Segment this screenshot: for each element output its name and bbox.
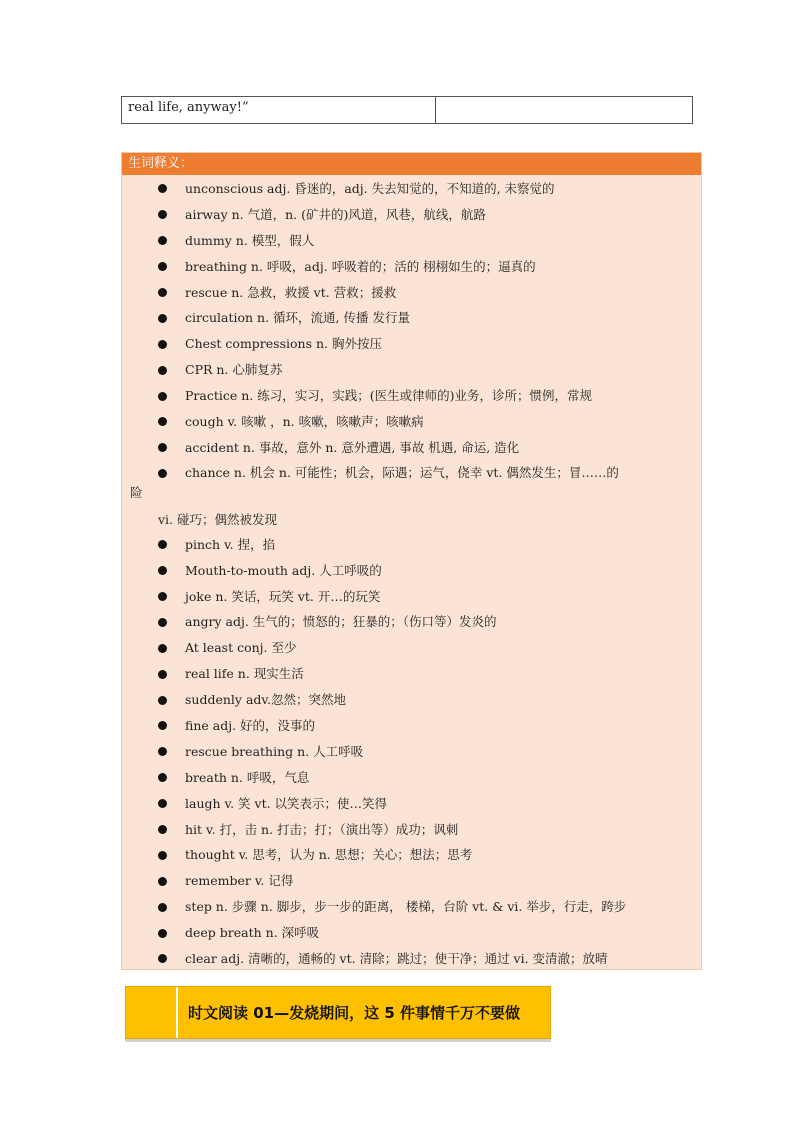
vocab-item-text: rescue breathing n. 人工呼吸 bbox=[185, 743, 364, 759]
vocab-item bbox=[122, 383, 701, 409]
banner-left-block bbox=[126, 987, 178, 1038]
top-table-right-cell bbox=[436, 97, 692, 123]
vocab-item-text: circulation n. 循环，流通, 传播 发行量 bbox=[185, 310, 410, 326]
vocab-item-text: Chest compressions n. 胸外按压 bbox=[185, 336, 382, 352]
bullet-icon bbox=[158, 851, 167, 860]
vocab-item-chance bbox=[122, 461, 701, 508]
bullet-icon bbox=[158, 210, 167, 219]
bullet-icon bbox=[158, 417, 167, 426]
bullet-icon bbox=[158, 929, 167, 938]
vocab-item-wrap-text: 险 bbox=[130, 484, 143, 500]
vocab-item-text: fine adj. 好的，没事的 bbox=[185, 718, 316, 734]
vocab-item bbox=[122, 687, 701, 713]
vocab-item-text: Mouth-to-mouth adj. 人工呼吸的 bbox=[185, 562, 382, 578]
vocab-item-text: breathing n. 呼吸，adj. 呼吸着的；活的 栩栩如生的；逼真的 bbox=[185, 258, 536, 274]
bullet-icon bbox=[158, 877, 167, 886]
vocab-item bbox=[122, 331, 701, 357]
vocab-item bbox=[122, 609, 701, 635]
vocab-item-text: pinch v. 捏，掐 bbox=[185, 536, 276, 552]
vocab-item-text: remember v. 记得 bbox=[185, 873, 294, 889]
bullet-icon bbox=[158, 314, 167, 323]
bullet-icon bbox=[158, 954, 167, 963]
vocab-item-text: real life n. 现实生活 bbox=[185, 666, 304, 682]
vocab-item-text: laugh v. 笑 vt. 以笑表示；使…笑得 bbox=[185, 795, 388, 811]
vocab-item-text: CPR n. 心肺复苏 bbox=[185, 362, 283, 378]
bullet-icon bbox=[158, 540, 167, 549]
vocab-item bbox=[122, 765, 701, 791]
vocab-item bbox=[122, 409, 701, 435]
bullet-icon bbox=[158, 592, 167, 601]
vocab-item-text: rescue n. 急救，救援 vt. 营救；援救 bbox=[185, 284, 397, 300]
vocab-item-text: step n. 步骤 n. 脚步，步一步的距离， 楼梯，台阶 vt. & vi. 举步，行走，跨步 bbox=[185, 899, 627, 915]
banner-title: 时文阅读 01—发烧期间，这 5 件事情千万不要做 bbox=[188, 1004, 520, 1022]
banner-shadow bbox=[125, 1039, 551, 1042]
vocab-item bbox=[122, 305, 701, 331]
bullet-icon bbox=[158, 825, 167, 834]
vocab-item bbox=[122, 842, 701, 868]
vocab-item-text: unconscious adj. 昏迷的，adj. 失去知觉的，不知道的, 未察觉的 bbox=[185, 181, 555, 196]
vocabulary-box bbox=[121, 152, 702, 970]
bullet-icon bbox=[158, 340, 167, 349]
top-table-left-cell: real life, anyway!” bbox=[122, 97, 436, 123]
bullet-icon bbox=[158, 262, 167, 271]
bullet-icon bbox=[158, 721, 167, 730]
vocab-item bbox=[122, 791, 701, 817]
vocab-item bbox=[122, 228, 701, 254]
vocab-item bbox=[122, 435, 701, 461]
vocab-item bbox=[122, 202, 701, 228]
bullet-icon bbox=[158, 696, 167, 705]
vocab-item bbox=[122, 946, 701, 972]
vocab-item-text: suddenly adv.忽然；突然地 bbox=[185, 692, 346, 708]
vocab-item-text: accident n. 事故，意外 n. 意外遭遇, 事故 机遇, 命运, 造化 bbox=[185, 439, 520, 455]
vocab-item bbox=[122, 558, 701, 584]
vocab-item-text: airway n. 气道，n. (矿井的)风道，风巷，航线，航路 bbox=[185, 206, 486, 222]
bullet-icon bbox=[158, 747, 167, 756]
vocab-item bbox=[122, 739, 701, 765]
vocab-item-text: hit v. 打，击 n. 打击；打；（演出等）成功；讽刺 bbox=[185, 821, 459, 837]
bullet-icon bbox=[158, 469, 167, 478]
bullet-icon bbox=[158, 288, 167, 297]
vocab-item-text: joke n. 笑话，玩笑 vt. 开…的玩笑 bbox=[185, 588, 381, 604]
vocab-item-text: clear adj. 清晰的，通畅的 vt. 清除；跳过；使干净；通过 vi. 变清澈；放晴 bbox=[185, 951, 608, 967]
vocab-item-continuation: vi. 碰巧；偶然被发现 bbox=[158, 511, 278, 527]
bullet-icon bbox=[158, 773, 167, 782]
vocab-item-text: cough v. 咳嗽 ，n. 咳嗽，咳嗽声；咳嗽病 bbox=[185, 414, 424, 430]
vocab-item bbox=[122, 661, 701, 687]
vocab-item-text: deep breath n. 深呼吸 bbox=[185, 925, 320, 941]
vocab-item-text: breath n. 呼吸，气息 bbox=[185, 769, 310, 785]
vocab-item bbox=[122, 357, 701, 383]
top-table bbox=[121, 96, 693, 124]
vocab-item-text: At least conj. 至少 bbox=[185, 640, 297, 656]
vocabulary-header: 生词释义： bbox=[122, 153, 701, 175]
vocab-item-text: Practice n. 练习，实习，实践；(医生或律师的)业务，诊所；惯例，常规 bbox=[185, 388, 592, 404]
vocab-item bbox=[122, 868, 701, 894]
bullet-icon bbox=[158, 618, 167, 627]
vocab-item bbox=[122, 254, 701, 280]
bullet-icon bbox=[158, 799, 167, 808]
bullet-icon bbox=[158, 366, 167, 375]
section-banner bbox=[125, 986, 551, 1039]
vocab-item bbox=[122, 280, 701, 306]
vocab-item bbox=[122, 713, 701, 739]
bullet-icon bbox=[158, 392, 167, 401]
bullet-icon bbox=[158, 236, 167, 245]
bullet-icon bbox=[158, 644, 167, 653]
vocab-item bbox=[122, 635, 701, 661]
bullet-icon bbox=[158, 184, 167, 193]
bullet-icon bbox=[158, 903, 167, 912]
vocab-item-text: angry adj. 生气的；愤怒的；狂暴的；（伤口等）发炎的 bbox=[185, 614, 497, 630]
vocab-item-text: dummy n. 模型，假人 bbox=[185, 232, 315, 248]
bullet-icon bbox=[158, 670, 167, 679]
vocab-item bbox=[122, 532, 701, 558]
vocab-item bbox=[122, 584, 701, 610]
bullet-icon bbox=[158, 566, 167, 575]
vocab-item bbox=[122, 894, 701, 920]
vocab-item-text: chance n. 机会 n. 可能性；机会，际遇；运气，侥幸 vt. 偶然发生；冒……的 bbox=[185, 464, 619, 480]
bullet-icon bbox=[158, 443, 167, 452]
vocab-item bbox=[122, 176, 701, 202]
vocabulary-list bbox=[122, 175, 701, 972]
vocab-item bbox=[122, 817, 701, 843]
vocab-item-text: thought v. 思考，认为 n. 思想；关心；想法；思考 bbox=[185, 847, 473, 863]
vocab-item bbox=[122, 920, 701, 946]
